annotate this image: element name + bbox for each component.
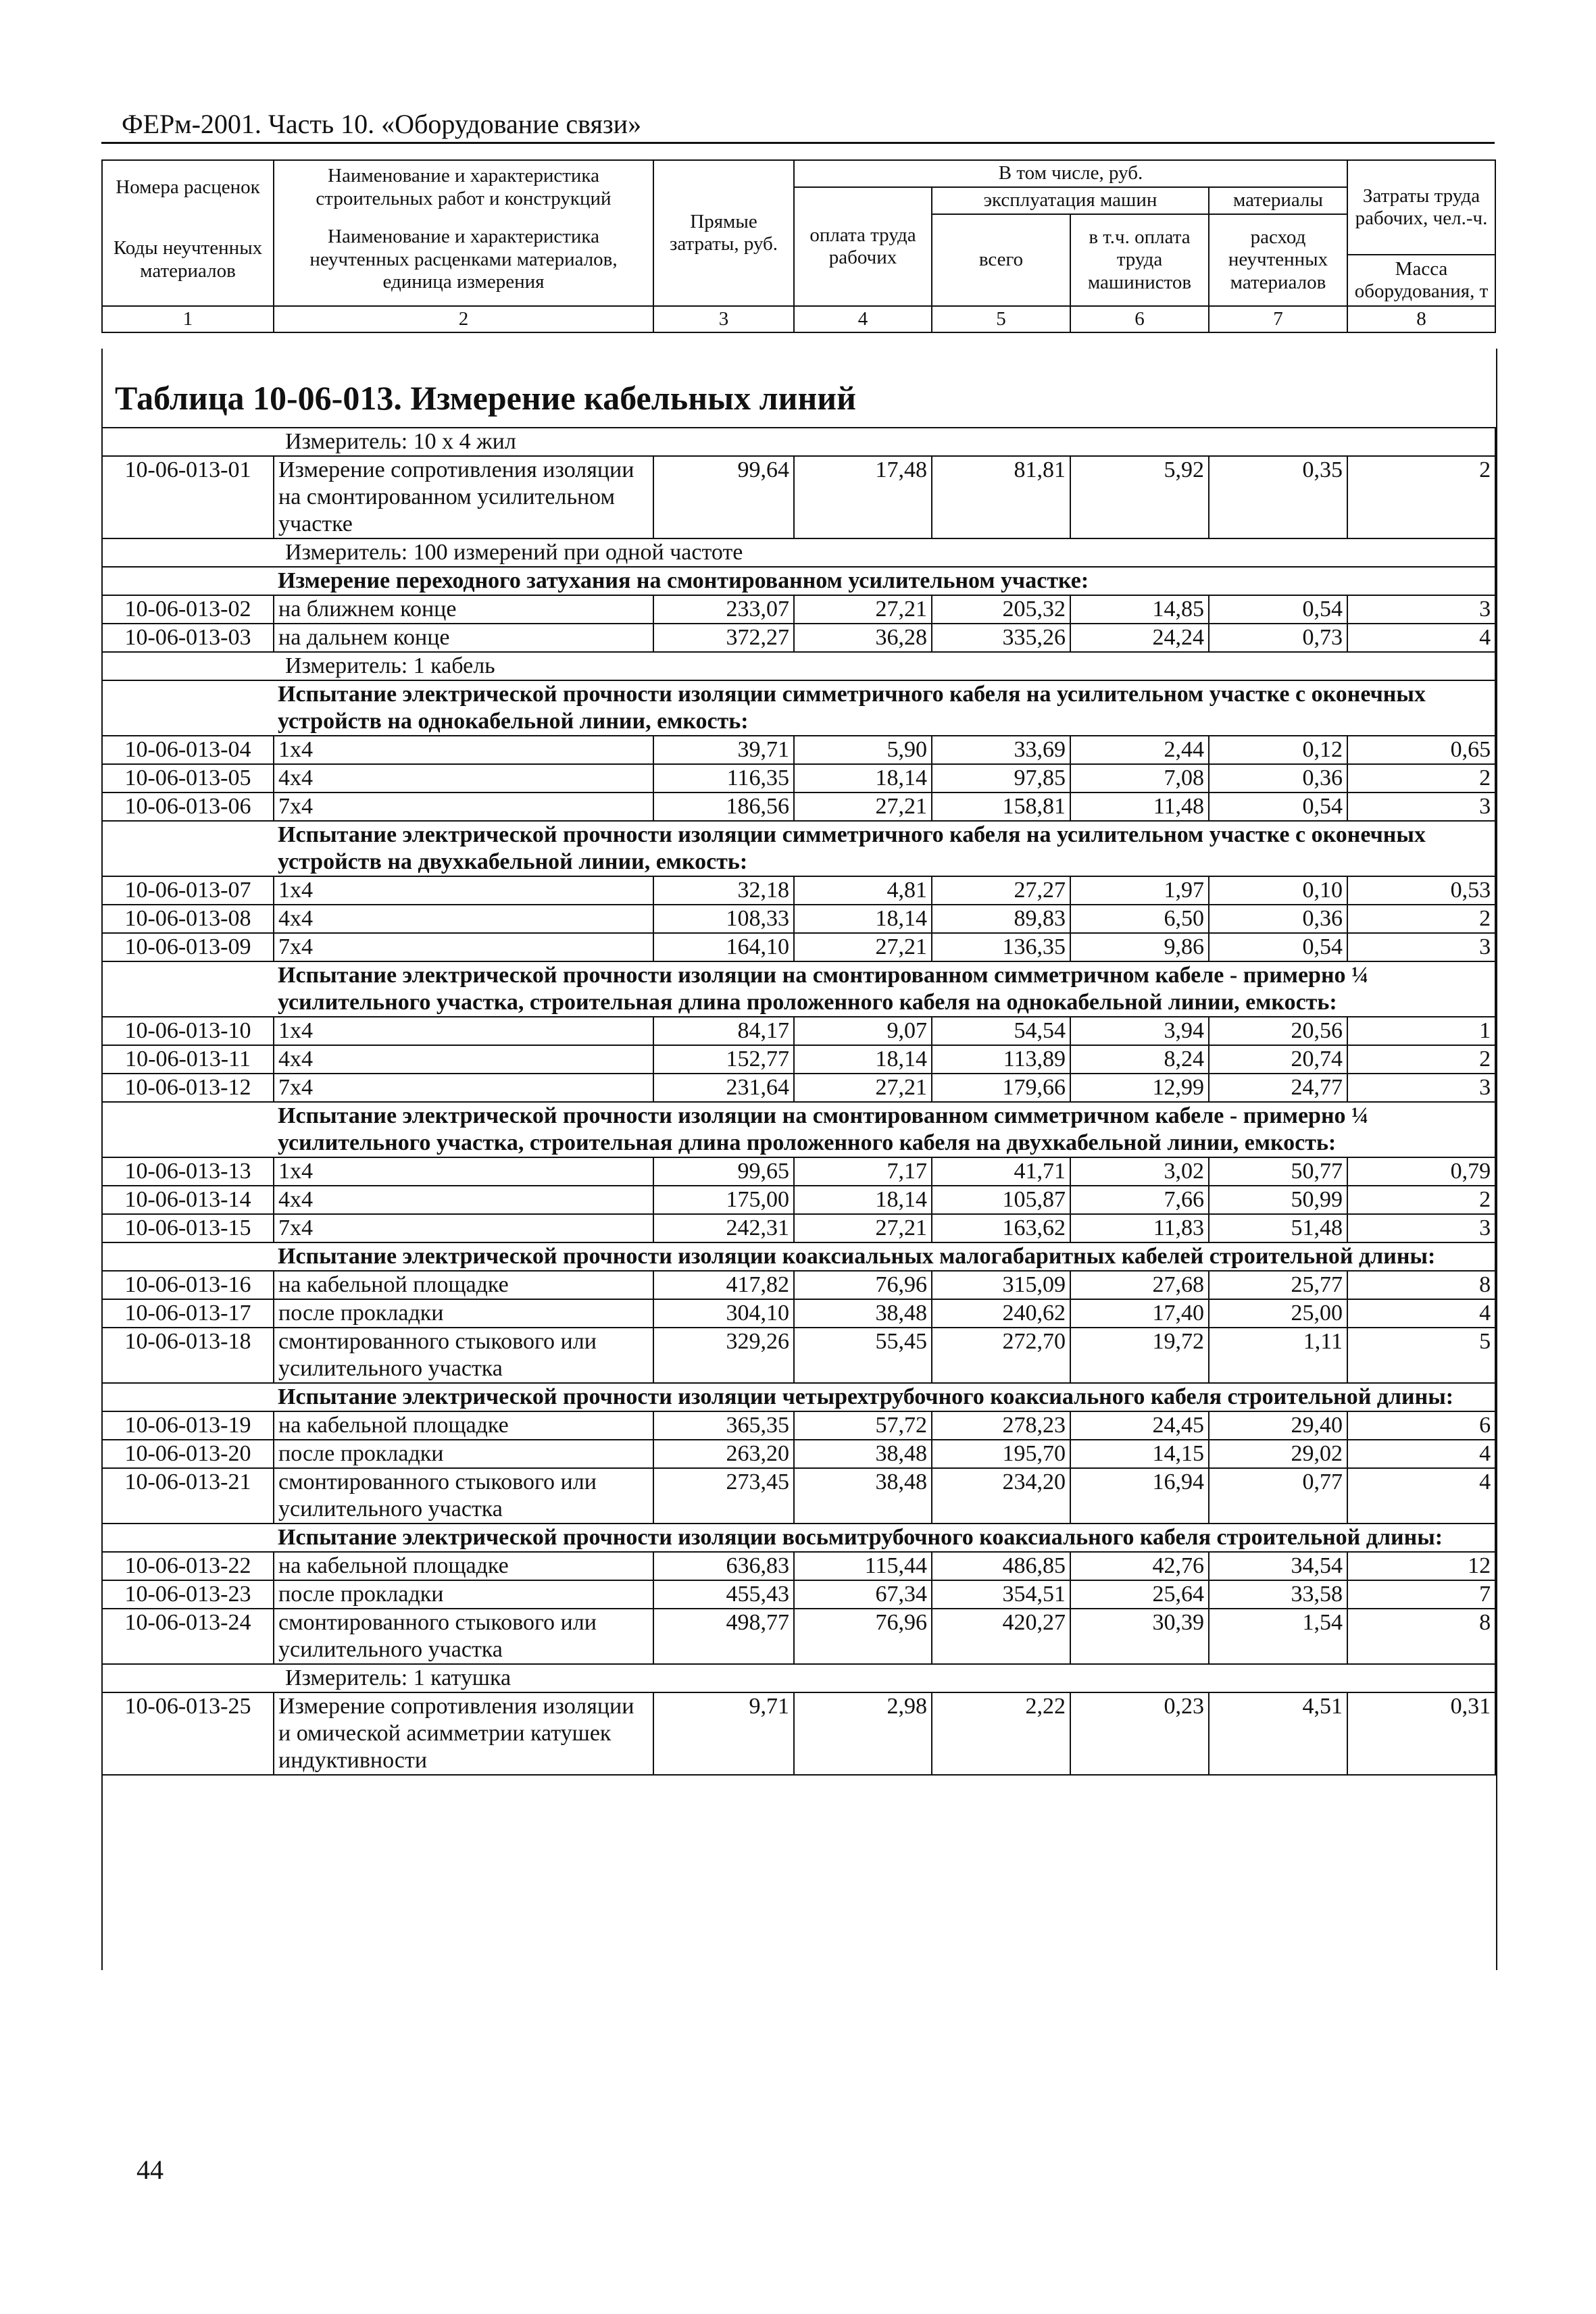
work-name: 1х4 — [274, 1017, 653, 1045]
materials-cost-cell: 1,54 — [1209, 1609, 1347, 1664]
machine-total-cell: 272,70 — [932, 1328, 1070, 1383]
machinist-pay-cell: 16,94 — [1070, 1468, 1209, 1524]
table-row — [102, 1552, 1495, 1580]
section-heading: Испытание электрической прочности изоляции четырехтрубочного коаксиального кабеля строительной длины: — [274, 1383, 1495, 1411]
section-heading: Испытание электрической прочности изоляции коаксиальных малогабаритных кабелей строительной длины: — [274, 1242, 1495, 1271]
work-name: на кабельной площадке — [274, 1271, 653, 1299]
work-name: на ближнем конце — [274, 595, 653, 624]
machinist-pay-cell: 7,66 — [1070, 1186, 1209, 1214]
labor-pay-cell: 76,96 — [794, 1609, 932, 1664]
machinist-pay-cell: 14,85 — [1070, 595, 1209, 624]
header-col3: Прямые затраты, руб. — [653, 160, 794, 306]
labor-pay-cell: 38,48 — [794, 1468, 932, 1524]
labor-hours-cell: 4 — [1347, 1468, 1495, 1524]
rate-code: 10-06-013-06 — [102, 793, 274, 821]
labor-pay-cell: 18,14 — [794, 1045, 932, 1074]
materials-cost-cell: 0,54 — [1209, 793, 1347, 821]
machinist-pay-cell: 42,76 — [1070, 1552, 1209, 1580]
section-heading: Испытание электрической прочности изоляции на смонтированном симметричном кабеле - примерно ¼ усилительного участка, строительная длина проложенного кабеля на двухкабельной линии, емкость: — [274, 1102, 1495, 1157]
rate-code: 10-06-013-13 — [102, 1157, 274, 1186]
labor-pay-cell: 2,98 — [794, 1692, 932, 1775]
work-name: после прокладки — [274, 1580, 653, 1609]
direct-cost-cell: 175,00 — [653, 1186, 794, 1214]
machinist-pay-cell: 11,83 — [1070, 1214, 1209, 1242]
direct-cost-cell: 233,07 — [653, 595, 794, 624]
labor-hours-cell: 2 — [1347, 1186, 1495, 1214]
unit-row — [102, 1664, 1495, 1692]
work-name: 7х4 — [274, 1074, 653, 1102]
measurement-unit: Измеритель: 100 измерений при одной частоте — [102, 538, 1495, 567]
direct-cost-cell: 39,71 — [653, 736, 794, 764]
table-row — [102, 1017, 1495, 1045]
machine-total-cell: 420,27 — [932, 1609, 1070, 1664]
materials-cost-cell: 25,77 — [1209, 1271, 1347, 1299]
rate-code: 10-06-013-14 — [102, 1186, 274, 1214]
materials-cost-cell: 0,35 — [1209, 456, 1347, 538]
rate-code: 10-06-013-03 — [102, 624, 274, 652]
table-row — [102, 1328, 1495, 1383]
work-name: 7х4 — [274, 793, 653, 821]
labor-pay-cell: 4,81 — [794, 876, 932, 905]
column-number: 2 — [274, 306, 653, 332]
direct-cost-cell: 9,71 — [653, 1692, 794, 1775]
machine-total-cell: 278,23 — [932, 1411, 1070, 1440]
machine-total-cell: 105,87 — [932, 1186, 1070, 1214]
machine-total-cell: 158,81 — [932, 793, 1070, 821]
machinist-pay-cell: 3,02 — [1070, 1157, 1209, 1186]
labor-pay-cell: 36,28 — [794, 624, 932, 652]
work-name: на кабельной площадке — [274, 1552, 653, 1580]
direct-cost-cell: 152,77 — [653, 1045, 794, 1074]
materials-cost-cell: 0,10 — [1209, 876, 1347, 905]
work-name: на дальнем конце — [274, 624, 653, 652]
labor-pay-cell: 76,96 — [794, 1271, 932, 1299]
direct-cost-cell: 273,45 — [653, 1468, 794, 1524]
table-row — [102, 1186, 1495, 1214]
machinist-pay-cell: 3,94 — [1070, 1017, 1209, 1045]
header-col6: в т.ч. оплата труда машинистов — [1070, 214, 1209, 306]
direct-cost-cell: 263,20 — [653, 1440, 794, 1468]
machinist-pay-cell: 11,48 — [1070, 793, 1209, 821]
section-blank-cell — [102, 567, 274, 595]
labor-pay-cell: 67,34 — [794, 1580, 932, 1609]
rate-code: 10-06-013-16 — [102, 1271, 274, 1299]
rate-code: 10-06-013-19 — [102, 1411, 274, 1440]
machine-total-cell: 354,51 — [932, 1580, 1070, 1609]
work-name: Измерение сопротивления изоляции и омической асимметрии катушек индуктивности — [274, 1692, 653, 1775]
section-blank-cell — [102, 821, 274, 876]
table-row — [102, 1045, 1495, 1074]
materials-cost-cell: 20,74 — [1209, 1045, 1347, 1074]
table-row — [102, 1299, 1495, 1328]
work-name: смонтированного стыкового или усилительного участка — [274, 1328, 653, 1383]
header-materials: материалы — [1209, 187, 1347, 214]
labor-hours-cell: 4 — [1347, 1299, 1495, 1328]
direct-cost-cell: 329,26 — [653, 1328, 794, 1383]
table-row — [102, 736, 1495, 764]
running-head: ФЕРм-2001. Часть 10. «Оборудование связи» — [122, 109, 642, 139]
rate-code: 10-06-013-02 — [102, 595, 274, 624]
rate-code: 10-06-013-15 — [102, 1214, 274, 1242]
materials-cost-cell: 29,02 — [1209, 1440, 1347, 1468]
labor-hours-cell: 8 — [1347, 1271, 1495, 1299]
labor-hours-cell: 2 — [1347, 456, 1495, 538]
header-col7: расход неучтенных материалов — [1209, 214, 1347, 306]
machinist-pay-cell: 19,72 — [1070, 1328, 1209, 1383]
rate-code: 10-06-013-18 — [102, 1328, 274, 1383]
section-heading: Испытание электрической прочности изоляции на смонтированном симметричном кабеле - примерно ¼ усилительного участка, строительная длина проложенного кабеля на однокабельной линии, емкость: — [274, 961, 1495, 1017]
rate-code: 10-06-013-12 — [102, 1074, 274, 1102]
work-name: смонтированного стыкового или усилительного участка — [274, 1468, 653, 1524]
measurement-unit: Измеритель: 10 х 4 жил — [102, 428, 1495, 456]
section-blank-cell — [102, 1524, 274, 1552]
section-blank-cell — [102, 1102, 274, 1157]
machine-total-cell: 335,26 — [932, 624, 1070, 652]
machinist-pay-cell: 2,44 — [1070, 736, 1209, 764]
table-row — [102, 1692, 1495, 1775]
direct-cost-cell: 108,33 — [653, 905, 794, 933]
materials-cost-cell: 20,56 — [1209, 1017, 1347, 1045]
work-name: 4х4 — [274, 764, 653, 793]
labor-pay-cell: 27,21 — [794, 595, 932, 624]
materials-cost-cell: 29,40 — [1209, 1411, 1347, 1440]
machine-total-cell: 27,27 — [932, 876, 1070, 905]
column-header-table — [101, 159, 1496, 333]
table-row — [102, 876, 1495, 905]
table-row — [102, 1468, 1495, 1524]
machine-total-cell: 2,22 — [932, 1692, 1070, 1775]
header-col1-bottom: Коды неучтенных материалов — [102, 214, 274, 306]
machinist-pay-cell: 14,15 — [1070, 1440, 1209, 1468]
direct-cost-cell: 116,35 — [653, 764, 794, 793]
materials-cost-cell: 50,99 — [1209, 1186, 1347, 1214]
labor-pay-cell: 27,21 — [794, 1214, 932, 1242]
table-row — [102, 1440, 1495, 1468]
work-name: 1х4 — [274, 876, 653, 905]
machinist-pay-cell: 8,24 — [1070, 1045, 1209, 1074]
labor-pay-cell: 38,48 — [794, 1299, 932, 1328]
table-row — [102, 933, 1495, 961]
direct-cost-cell: 99,64 — [653, 456, 794, 538]
section-heading-row — [102, 1242, 1495, 1271]
section-heading-row — [102, 821, 1495, 876]
machine-total-cell: 195,70 — [932, 1440, 1070, 1468]
header-subgroup: эксплуатация машин — [932, 187, 1209, 214]
machinist-pay-cell: 7,08 — [1070, 764, 1209, 793]
measurement-unit: Измеритель: 1 катушка — [102, 1664, 1495, 1692]
labor-hours-cell: 0,53 — [1347, 876, 1495, 905]
section-heading-row — [102, 1102, 1495, 1157]
rate-code: 10-06-013-24 — [102, 1609, 274, 1664]
labor-hours-cell: 8 — [1347, 1609, 1495, 1664]
column-number: 3 — [653, 306, 794, 332]
header-rule — [101, 142, 1495, 144]
rate-code: 10-06-013-04 — [102, 736, 274, 764]
labor-hours-cell: 4 — [1347, 624, 1495, 652]
labor-hours-cell: 4 — [1347, 1440, 1495, 1468]
labor-pay-cell: 27,21 — [794, 793, 932, 821]
column-number: 8 — [1347, 306, 1495, 332]
labor-hours-cell: 2 — [1347, 1045, 1495, 1074]
machine-total-cell: 97,85 — [932, 764, 1070, 793]
machine-total-cell: 179,66 — [932, 1074, 1070, 1102]
rate-code: 10-06-013-20 — [102, 1440, 274, 1468]
materials-cost-cell: 51,48 — [1209, 1214, 1347, 1242]
direct-cost-cell: 372,27 — [653, 624, 794, 652]
table-row — [102, 905, 1495, 933]
rate-code: 10-06-013-23 — [102, 1580, 274, 1609]
header-col2-top: Наименование и характеристика строительных работ и конструкций — [274, 160, 653, 214]
section-heading-row — [102, 680, 1495, 736]
machinist-pay-cell: 30,39 — [1070, 1609, 1209, 1664]
table-row — [102, 1074, 1495, 1102]
work-name: 7х4 — [274, 1214, 653, 1242]
materials-cost-cell: 34,54 — [1209, 1552, 1347, 1580]
machine-total-cell: 113,89 — [932, 1045, 1070, 1074]
machine-total-cell: 315,09 — [932, 1271, 1070, 1299]
materials-cost-cell: 0,54 — [1209, 595, 1347, 624]
machinist-pay-cell: 0,23 — [1070, 1692, 1209, 1775]
table-row — [102, 624, 1495, 652]
labor-pay-cell: 5,90 — [794, 736, 932, 764]
column-number: 1 — [102, 306, 274, 332]
materials-cost-cell: 25,00 — [1209, 1299, 1347, 1328]
header-col1-top: Номера расценок — [102, 160, 274, 214]
section-heading-row — [102, 1383, 1495, 1411]
labor-pay-cell: 115,44 — [794, 1552, 932, 1580]
labor-pay-cell: 38,48 — [794, 1440, 932, 1468]
header-group: В том числе, руб. — [794, 160, 1347, 187]
measurement-unit: Измеритель: 1 кабель — [102, 652, 1495, 680]
direct-cost-cell: 164,10 — [653, 933, 794, 961]
work-name: на кабельной площадке — [274, 1411, 653, 1440]
work-name: после прокладки — [274, 1440, 653, 1468]
materials-cost-cell: 1,11 — [1209, 1328, 1347, 1383]
rates-table — [101, 427, 1496, 1776]
labor-hours-cell: 3 — [1347, 793, 1495, 821]
labor-pay-cell: 18,14 — [794, 905, 932, 933]
labor-pay-cell: 7,17 — [794, 1157, 932, 1186]
direct-cost-cell: 455,43 — [653, 1580, 794, 1609]
section-blank-cell — [102, 1383, 274, 1411]
section-heading: Испытание электрической прочности изоляции симметричного кабеля на усилительном участке с оконечных устройств на двухкабельной линии, емкость: — [274, 821, 1495, 876]
rate-code: 10-06-013-09 — [102, 933, 274, 961]
table-row — [102, 456, 1495, 538]
column-number: 4 — [794, 306, 932, 332]
labor-hours-cell: 2 — [1347, 905, 1495, 933]
table-row — [102, 595, 1495, 624]
header-col5: всего — [932, 214, 1070, 306]
direct-cost-cell: 32,18 — [653, 876, 794, 905]
labor-hours-cell: 3 — [1347, 1074, 1495, 1102]
labor-pay-cell: 18,14 — [794, 1186, 932, 1214]
direct-cost-cell: 186,56 — [653, 793, 794, 821]
machinist-pay-cell: 9,86 — [1070, 933, 1209, 961]
header-col4: оплата труда рабочих — [794, 187, 932, 306]
labor-hours-cell: 5 — [1347, 1328, 1495, 1383]
rate-code: 10-06-013-17 — [102, 1299, 274, 1328]
machinist-pay-cell: 1,97 — [1070, 876, 1209, 905]
direct-cost-cell: 417,82 — [653, 1271, 794, 1299]
machinist-pay-cell: 17,40 — [1070, 1299, 1209, 1328]
work-name: 1х4 — [274, 1157, 653, 1186]
unit-row — [102, 652, 1495, 680]
section-blank-cell — [102, 961, 274, 1017]
direct-cost-cell: 99,65 — [653, 1157, 794, 1186]
labor-pay-cell: 27,21 — [794, 1074, 932, 1102]
table-row — [102, 1580, 1495, 1609]
table-row — [102, 764, 1495, 793]
machine-total-cell: 240,62 — [932, 1299, 1070, 1328]
materials-cost-cell: 24,77 — [1209, 1074, 1347, 1102]
work-name: 1х4 — [274, 736, 653, 764]
table-row — [102, 793, 1495, 821]
machinist-pay-cell: 25,64 — [1070, 1580, 1209, 1609]
rate-code: 10-06-013-22 — [102, 1552, 274, 1580]
direct-cost-cell: 242,31 — [653, 1214, 794, 1242]
machine-total-cell: 234,20 — [932, 1468, 1070, 1524]
column-number: 6 — [1070, 306, 1209, 332]
machine-total-cell: 486,85 — [932, 1552, 1070, 1580]
materials-cost-cell: 0,77 — [1209, 1468, 1347, 1524]
rate-code: 10-06-013-25 — [102, 1692, 274, 1775]
work-name: 4х4 — [274, 1045, 653, 1074]
work-name: 4х4 — [274, 1186, 653, 1214]
machine-total-cell: 81,81 — [932, 456, 1070, 538]
labor-hours-cell: 3 — [1347, 933, 1495, 961]
rate-code: 10-06-013-08 — [102, 905, 274, 933]
machinist-pay-cell: 6,50 — [1070, 905, 1209, 933]
table-row — [102, 1214, 1495, 1242]
machine-total-cell: 136,35 — [932, 933, 1070, 961]
labor-hours-cell: 7 — [1347, 1580, 1495, 1609]
materials-cost-cell: 50,77 — [1209, 1157, 1347, 1186]
table-row — [102, 1411, 1495, 1440]
machinist-pay-cell: 12,99 — [1070, 1074, 1209, 1102]
section-heading-row — [102, 1524, 1495, 1552]
direct-cost-cell: 365,35 — [653, 1411, 794, 1440]
labor-pay-cell: 17,48 — [794, 456, 932, 538]
materials-cost-cell: 0,36 — [1209, 764, 1347, 793]
rate-code: 10-06-013-07 — [102, 876, 274, 905]
labor-pay-cell: 55,45 — [794, 1328, 932, 1383]
materials-cost-cell: 0,54 — [1209, 933, 1347, 961]
labor-hours-cell: 0,65 — [1347, 736, 1495, 764]
machinist-pay-cell: 24,24 — [1070, 624, 1209, 652]
rate-code: 10-06-013-05 — [102, 764, 274, 793]
column-number: 7 — [1209, 306, 1347, 332]
labor-pay-cell: 27,21 — [794, 933, 932, 961]
table-row — [102, 1157, 1495, 1186]
materials-cost-cell: 33,58 — [1209, 1580, 1347, 1609]
table-row — [102, 1609, 1495, 1664]
labor-hours-cell: 12 — [1347, 1552, 1495, 1580]
unit-row — [102, 428, 1495, 456]
materials-cost-cell: 0,12 — [1209, 736, 1347, 764]
rate-code: 10-06-013-10 — [102, 1017, 274, 1045]
section-blank-cell — [102, 680, 274, 736]
labor-hours-cell: 1 — [1347, 1017, 1495, 1045]
table-title: Таблица 10-06-013. Измерение кабельных линий — [115, 379, 856, 417]
direct-cost-cell: 636,83 — [653, 1552, 794, 1580]
section-heading: Испытание электрической прочности изоляции симметричного кабеля на усилительном участке с оконечных устройств на однокабельной линии, емкость: — [274, 680, 1495, 736]
machine-total-cell: 89,83 — [932, 905, 1070, 933]
table-row — [102, 1271, 1495, 1299]
machine-total-cell: 54,54 — [932, 1017, 1070, 1045]
labor-pay-cell: 9,07 — [794, 1017, 932, 1045]
labor-hours-cell: 6 — [1347, 1411, 1495, 1440]
header-col8-bottom: Масса оборудования, т — [1347, 255, 1495, 306]
section-blank-cell — [102, 1242, 274, 1271]
unit-row — [102, 538, 1495, 567]
direct-cost-cell: 498,77 — [653, 1609, 794, 1664]
page-number: 44 — [136, 2155, 164, 2185]
work-name: 7х4 — [274, 933, 653, 961]
materials-cost-cell: 4,51 — [1209, 1692, 1347, 1775]
labor-pay-cell: 18,14 — [794, 764, 932, 793]
machinist-pay-cell: 5,92 — [1070, 456, 1209, 538]
work-name: смонтированного стыкового или усилительного участка — [274, 1609, 653, 1664]
section-heading-row — [102, 961, 1495, 1017]
labor-hours-cell: 0,79 — [1347, 1157, 1495, 1186]
labor-hours-cell: 3 — [1347, 595, 1495, 624]
machinist-pay-cell: 27,68 — [1070, 1271, 1209, 1299]
labor-hours-cell: 0,31 — [1347, 1692, 1495, 1775]
rate-code: 10-06-013-01 — [102, 456, 274, 538]
materials-cost-cell: 0,73 — [1209, 624, 1347, 652]
work-name: Измерение сопротивления изоляции на смонтированном усилительном участке — [274, 456, 653, 538]
rate-code: 10-06-013-21 — [102, 1468, 274, 1524]
section-heading: Испытание электрической прочности изоляции восьмитрубочного коаксиального кабеля строительной длины: — [274, 1524, 1495, 1552]
machinist-pay-cell: 24,45 — [1070, 1411, 1209, 1440]
machine-total-cell: 41,71 — [932, 1157, 1070, 1186]
section-heading: Измерение переходного затухания на смонтированном усилительном участке: — [274, 567, 1495, 595]
direct-cost-cell: 84,17 — [653, 1017, 794, 1045]
header-col8-top: Затраты труда рабочих, чел.-ч. — [1347, 160, 1495, 255]
rate-code: 10-06-013-11 — [102, 1045, 274, 1074]
machine-total-cell: 205,32 — [932, 595, 1070, 624]
materials-cost-cell: 0,36 — [1209, 905, 1347, 933]
section-heading-row — [102, 567, 1495, 595]
labor-hours-cell: 2 — [1347, 764, 1495, 793]
work-name: 4х4 — [274, 905, 653, 933]
direct-cost-cell: 304,10 — [653, 1299, 794, 1328]
header-col2-bottom: Наименование и характеристика неучтенных расценками материалов, единица измерения — [274, 214, 653, 306]
machine-total-cell: 33,69 — [932, 736, 1070, 764]
machine-total-cell: 163,62 — [932, 1214, 1070, 1242]
labor-pay-cell: 57,72 — [794, 1411, 932, 1440]
work-name: после прокладки — [274, 1299, 653, 1328]
direct-cost-cell: 231,64 — [653, 1074, 794, 1102]
column-number: 5 — [932, 306, 1070, 332]
labor-hours-cell: 3 — [1347, 1214, 1495, 1242]
